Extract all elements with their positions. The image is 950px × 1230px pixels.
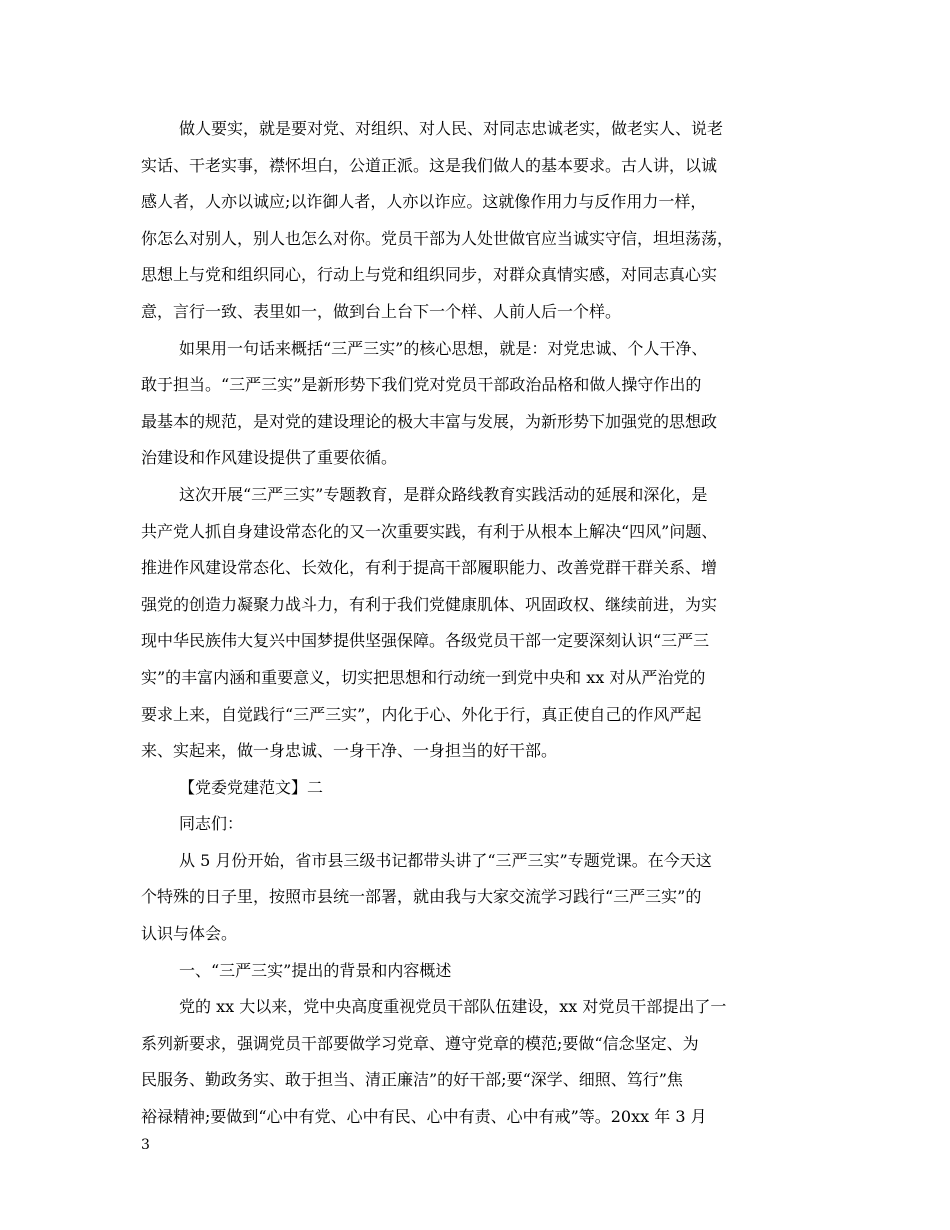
section-heading-2 bbox=[141, 775, 821, 812]
text-line: 你怎么对别人，别人也怎么对你。党员干部为人处世做官应当诚实守信，坦坦荡荡， bbox=[141, 228, 734, 248]
text-line: 实”的丰富内涵和重要意义，切实把思想和行动统一到党中央和 xx 对从严治党的 bbox=[141, 667, 706, 687]
text-line: 要求上来，自觉践行“三严三实”，内化于心、外化于行，真正使自己的作风严起 bbox=[141, 704, 702, 724]
text-line: 意，言行一致、表里如一，做到台上台下一个样、人前人后一个样。 bbox=[141, 301, 622, 321]
text-line: 思想上与党和组织同心，行动上与党和组织同步，对群众真情实感，对同志真心实 bbox=[141, 265, 718, 285]
text-line: 民服务、勤政务实、敢于担当、清正廉洁”的好干部;要“深学、细照、笃行”焦 bbox=[141, 1070, 683, 1090]
paragraph-1 bbox=[141, 116, 821, 336]
subheading-1 bbox=[141, 958, 821, 995]
paragraph-6 bbox=[141, 848, 821, 958]
paragraph-8 bbox=[141, 994, 821, 1140]
text-line: 现中华民族伟大复兴中国梦提供坚强保障。各级党员干部一定要深刻认识“三严三 bbox=[141, 631, 710, 651]
text-line: 同志们： bbox=[179, 814, 244, 834]
text-line: 敢于担当。“三严三实”是新形势下我们党对党员干部政治品格和做人操守作出的 bbox=[141, 375, 702, 395]
paragraph-2 bbox=[141, 336, 821, 482]
heading-line: 一、“三严三实”提出的背景和内容概述 bbox=[179, 960, 452, 980]
text-line: 强党的创造力凝聚力战斗力，有利于我们党健康肌体、巩固政权、继续前进，为实 bbox=[141, 594, 718, 614]
text-line: 感人者，人亦以诚应;以诈御人者，人亦以诈应。这就像作用力与反作用力一样， bbox=[141, 192, 707, 212]
text-line: 如果用一句话来概括“三严三实”的核心思想，就是：对党忠诚、个人干净、 bbox=[179, 338, 708, 358]
text-line: 来、实起来，做一身忠诚、一身干净、一身担当的好干部。 bbox=[141, 741, 558, 761]
text-line: 做人要实，就是要对党、对组织、对人民、对同志忠诚老实，做老实人、说老 bbox=[179, 119, 724, 138]
salutation bbox=[141, 811, 821, 848]
text-line: 推进作风建设常态化、长效化，有利于提高干部履职能力、改善党群干群关系、增 bbox=[141, 558, 718, 578]
heading-line: 【党委党建范文】二 bbox=[179, 777, 324, 797]
text-line: 共产党人抓自身建设常态化的又一次重要实践，有利于从根本上解决“四风”问题、 bbox=[141, 521, 718, 541]
text-line: 最基本的规范，是对党的建设理论的极大丰富与发展，为新形势下加强党的思想政 bbox=[141, 411, 718, 431]
text-line: 认识与体会。 bbox=[141, 924, 238, 944]
text-line: 党的 xx 大以来，党中央高度重视党员干部队伍建设，xx 对党员干部提出了一 bbox=[179, 997, 727, 1017]
text-line: 个特殊的日子里，按照市县统一部署，就由我与大家交流学习践行“三严三实”的 bbox=[141, 887, 702, 907]
text-line: 系列新要求，强调党员干部要做学习党章、遵守党章的模范;要做“信念坚定、为 bbox=[141, 1033, 699, 1053]
text-line: 这次开展“三严三实”专题教育，是群众路线教育实践活动的延展和深化，是 bbox=[179, 484, 708, 504]
text-line: 裕禄精神;要做到“心中有党、心中有民、心中有责、心中有戒”等。20xx 年 3 月 bbox=[141, 1107, 707, 1127]
text-line: 从 5 月份开始，省市县三级书记都带头讲了“三严三实”专题党课。在今天这 bbox=[179, 850, 712, 870]
body-text bbox=[141, 116, 821, 1141]
text-line: 实话、干老实事，襟怀坦白，公道正派。这是我们做人的基本要求。古人讲，以诚 bbox=[141, 155, 718, 175]
page-number: 3 bbox=[141, 1137, 150, 1153]
paragraph-3 bbox=[141, 482, 821, 775]
text-line: 治建设和作风建设提供了重要依循。 bbox=[141, 448, 398, 468]
